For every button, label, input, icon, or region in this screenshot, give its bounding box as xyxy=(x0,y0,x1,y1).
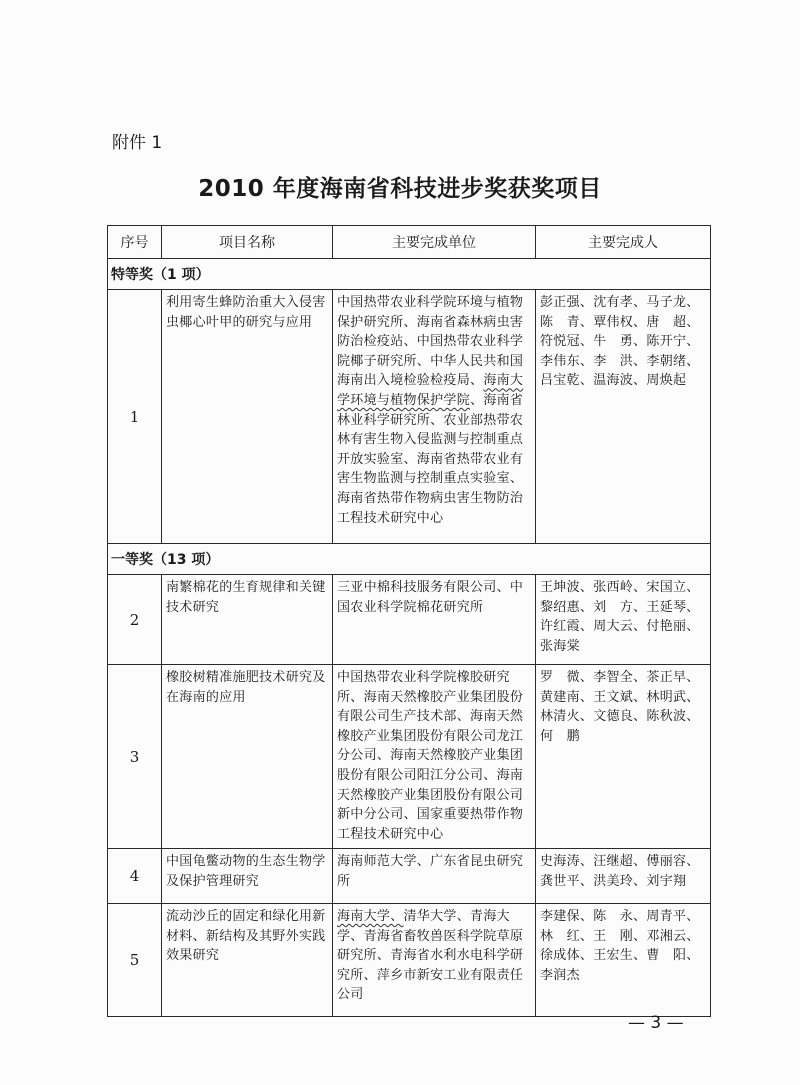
handwritten-underline-units: 海南大学环境与植物保护学院 xyxy=(337,373,524,408)
project-name: 流动沙丘的固定和绿化用新材料、新结构及其野外实践效果研究 xyxy=(162,904,333,1017)
row-number: 3 xyxy=(108,665,162,849)
completing-units: 三亚中棉科技服务有限公司、中国农业科学院棉花研究所 xyxy=(333,575,536,665)
completing-people: 罗 微、李智全、茶正早、黄建南、王文斌、林明武、林清火、文德良、陈秋波、何 鹏 xyxy=(536,665,711,849)
header-project-name: 项目名称 xyxy=(162,226,333,259)
units-text: 中国热带农业科学院环境与植物保护研究所、海南省森林病虫害防治检疫站、中国热带农业科学院椰子研究所、中华人民共和国海南出入境检验检疫局、 xyxy=(337,295,524,389)
completing-people: 彭正强、沈有孝、马子龙、陈 青、覃伟权、唐 超、符悦冠、牛 勇、陈开宁、李伟东、李 洪、李朝绪、吕宝乾、温海波、周焕起 xyxy=(536,290,711,544)
attachment-label: 附件 1 xyxy=(112,133,163,153)
row-number: 1 xyxy=(108,290,162,544)
category-label: 特等奖（1 项） xyxy=(108,259,711,290)
completing-people: 史海涛、汪继超、傅丽容、龚世平、洪美玲、刘宇翔 xyxy=(536,849,711,904)
completing-units: 海南师范大学、广东省昆虫研究所 xyxy=(333,849,536,904)
row-number: 2 xyxy=(108,575,162,665)
table-row xyxy=(108,665,711,849)
category-row-first-class xyxy=(108,544,711,575)
header-people: 主要完成人 xyxy=(536,226,711,259)
completing-people: 李建保、陈 永、周青平、林 红、王 刚、邓湘云、徐成体、王宏生、曹 阳、李润杰 xyxy=(536,904,711,1017)
category-label: 一等奖（13 项） xyxy=(108,544,711,575)
category-row-special xyxy=(108,259,711,290)
project-name: 利用寄生蜂防治重大入侵害虫椰心叶甲的研究与应用 xyxy=(162,290,333,544)
handwritten-underline-units: 海南大学、 xyxy=(337,909,404,924)
header-units: 主要完成单位 xyxy=(333,226,536,259)
completing-people: 王坤波、张西岭、宋国立、黎绍惠、刘 方、王延琴、许红霞、周大云、付艳丽、张海棠 xyxy=(536,575,711,665)
table-row xyxy=(108,575,711,665)
project-name: 南繁棉花的生育规律和关键技术研究 xyxy=(162,575,333,665)
completing-units xyxy=(333,290,536,544)
header-number: 序号 xyxy=(108,226,162,259)
completing-units xyxy=(333,904,536,1017)
awards-table xyxy=(107,225,711,1017)
table-row xyxy=(108,904,711,1017)
table-row xyxy=(108,290,711,544)
table-row xyxy=(108,849,711,904)
units-text: 、海南省林业科学研究所、农业部热带农林有害生物入侵监测与控制重点开放实验室、海南省热带农业有害生物监测与控制重点实验室、海南省热带作物病虫害生物防治工程技术研究中心 xyxy=(337,392,524,526)
units-text: 清华大学、青海大学、青海省畜牧兽医科学院草原研究所、青海省水利水电科学研究所、萍乡市新安工业有限责任公司 xyxy=(337,909,524,1003)
project-name: 橡胶树精准施肥技术研究及在海南的应用 xyxy=(162,665,333,849)
row-number: 4 xyxy=(108,849,162,904)
page-number: — 3 — xyxy=(628,1013,684,1033)
document-title: 2010 年度海南省科技进步奖获奖项目 xyxy=(198,176,602,202)
completing-units: 中国热带农业科学院橡胶研究所、海南天然橡胶产业集团股份有限公司生产技术部、海南天然橡胶产业集团股份有限公司龙江分公司、海南天然橡胶产业集团股份有限公司阳江分公司、海南天然橡胶产业集团股份有限公司新中分公司、国家重要热带作物工程技术研究中心 xyxy=(333,665,536,849)
project-name: 中国龟鳖动物的生态生物学及保护管理研究 xyxy=(162,849,333,904)
row-number: 5 xyxy=(108,904,162,1017)
table-header-row xyxy=(108,226,711,259)
